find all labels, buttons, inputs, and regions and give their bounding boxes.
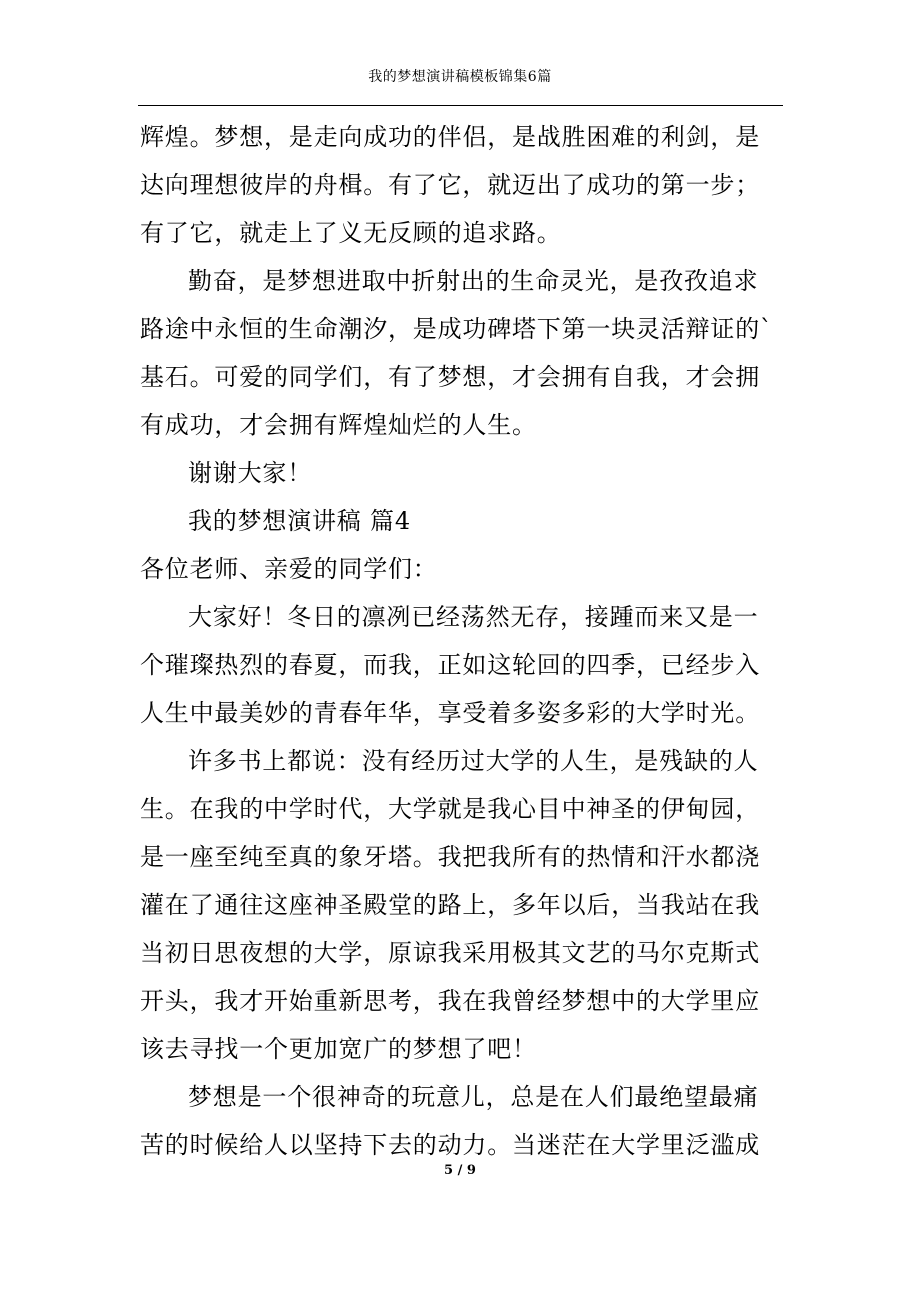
text-line: 勤奋，是梦想进取中折射出的生命灵光，是孜孜追求: [188, 267, 759, 295]
document-header-title: 我的梦想演讲稿模板锦集6篇: [368, 69, 552, 85]
text-line: 当初日思夜想的大学，原谅我采用极其文艺的马尔克斯式: [140, 939, 760, 967]
text-line: 有了它，就走上了义无反顾的追求路。: [140, 219, 562, 247]
salutation: 各位老师、亲爱的同学们：: [140, 555, 438, 583]
text-line: 达向理想彼岸的舟楫。有了它，就迈出了成功的第一步；: [140, 171, 760, 199]
text-line: 苦的时候给人以坚持下去的动力。当迷茫在大学里泛滥成: [140, 1131, 760, 1159]
text-line: 开头，我才开始重新思考，我在我曾经梦想中的大学里应: [140, 987, 760, 1015]
text-line: 是一座至纯至真的象牙塔。我把我所有的热情和汗水都浇: [140, 843, 760, 871]
page-number: 5 / 9: [444, 1163, 476, 1178]
text-line: 路途中永恒的生命潮汐，是成功碑塔下第一块灵活辩证的`: [140, 315, 773, 343]
text-line: 辉煌。梦想，是走向成功的伴侣，是战胜困难的利剑，是: [140, 123, 760, 151]
text-line: 谢谢大家！: [188, 459, 312, 487]
text-line: 有成功，才会拥有辉煌灿烂的人生。: [140, 411, 537, 439]
text-line: 基石。可爱的同学们，有了梦想，才会拥有自我，才会拥: [140, 363, 760, 391]
text-line: 人生中最美妙的青春年华，享受着多姿多彩的大学时光。: [140, 699, 760, 727]
text-line: 大家好！冬日的凛冽已经荡然无存，接踵而来又是一: [188, 603, 759, 631]
text-line: 生。在我的中学时代，大学就是我心目中神圣的伊甸园，: [140, 795, 760, 823]
text-line: 个璀璨热烈的春夏，而我，正如这轮回的四季，已经步入: [140, 651, 760, 679]
section-heading: 我的梦想演讲稿 篇4: [188, 507, 411, 535]
document-body: [140, 113, 773, 1169]
text-line: 梦想是一个很神奇的玩意儿，总是在人们最绝望最痛: [188, 1083, 759, 1111]
text-line: 灌在了通往这座神圣殿堂的路上，多年以后，当我站在我: [140, 891, 760, 919]
text-line: 该去寻找一个更加宽广的梦想了吧！: [140, 1035, 537, 1063]
header-divider: [138, 105, 783, 106]
text-line: 许多书上都说：没有经历过大学的人生，是残缺的人: [188, 747, 759, 775]
